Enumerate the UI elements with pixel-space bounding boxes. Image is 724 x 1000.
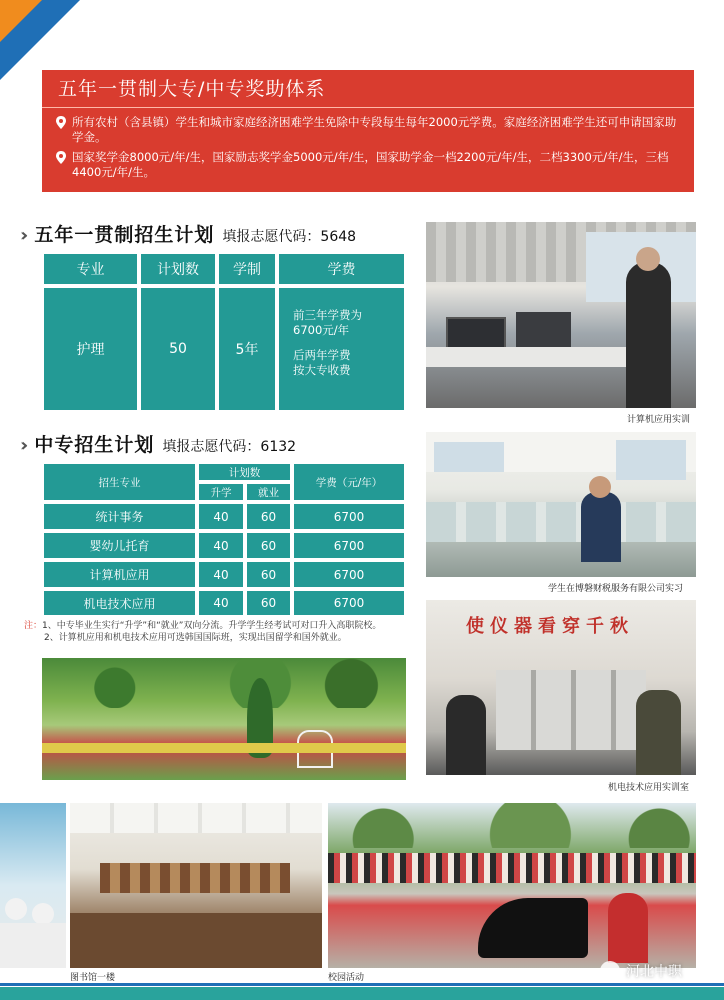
- cell-fee: [277, 286, 406, 412]
- lab-banner: 使仪器看穿千秋: [466, 616, 634, 637]
- nursing-students-photo: [0, 803, 66, 968]
- row-up: 40: [197, 560, 245, 589]
- bottom-stripe-blue: [0, 983, 724, 986]
- row-up: 40: [197, 531, 245, 560]
- row-fee: 6700: [292, 589, 406, 617]
- bottom-stripe-teal: [0, 987, 724, 1000]
- row-major: 统计事务: [42, 502, 197, 531]
- row-job: 60: [245, 560, 292, 589]
- pin-icon: [56, 116, 66, 129]
- fee-line-2: 6700元/年: [293, 323, 350, 337]
- watermark-text: 河北中职: [626, 964, 682, 980]
- caption-finance: 学生在博磐财税服务有限公司实习: [548, 584, 684, 594]
- aid-item-1-text: 所有农村（含县镇）学生和城市家庭经济困难学生免除中专段每生每年2000元学费。家庭经济困难学生还可申请国家助学金。: [72, 115, 677, 144]
- application-code: 填报志愿代码：5648: [222, 229, 357, 245]
- header-fee: 学费（元/年）: [292, 462, 406, 502]
- caption-library: 图书馆一楼: [70, 973, 116, 983]
- fee-line-1: 前三年学费为: [293, 308, 362, 322]
- double-chevron-icon: ››: [20, 225, 23, 246]
- row-job: 60: [245, 531, 292, 560]
- aid-item-2: [56, 150, 686, 180]
- section-heading-secondary: [20, 430, 296, 456]
- header-major: 专业: [42, 252, 139, 286]
- header-job: 就业: [245, 482, 292, 502]
- header-count: 计划数: [197, 462, 292, 482]
- aid-item-1: [56, 115, 686, 145]
- fee-line-4: 按大专收费: [293, 363, 351, 377]
- electromechanical-lab-photo: [426, 600, 696, 775]
- watermark: [600, 960, 682, 982]
- row-major: 婴幼儿托育: [42, 531, 197, 560]
- note-line-1: 1、中专毕业生实行“升学”和“就业”双向分流。升学学生经考试可对口升入高职院校。: [42, 621, 382, 631]
- row-major: 机电技术应用: [42, 589, 197, 617]
- table-note: [24, 620, 414, 644]
- header-fee: 学费: [277, 252, 406, 286]
- header-major: 招生专业: [42, 462, 197, 502]
- row-job: 60: [245, 589, 292, 617]
- library-photo: [70, 803, 322, 968]
- cell-count: 50: [139, 286, 217, 412]
- caption-computer: 计算机应用实训: [627, 415, 691, 425]
- header-years: 学制: [217, 252, 277, 286]
- application-code: 填报志愿代码：6132: [162, 439, 297, 455]
- row-up: 40: [197, 502, 245, 531]
- aid-system-box: [42, 70, 694, 192]
- caption-lab: 机电技术应用实训室: [608, 783, 690, 793]
- secondary-plan-table: [42, 462, 406, 617]
- five-year-plan-table: [42, 252, 406, 412]
- header-up: 升学: [197, 482, 245, 502]
- row-fee: 6700: [292, 531, 406, 560]
- cell-years: 5年: [217, 286, 277, 412]
- row-major: 计算机应用: [42, 560, 197, 589]
- note-line-2: 2、计算机应用和机电技术应用可选韩国国际班，实现出国留学和国外就业。: [44, 633, 347, 643]
- row-up: 40: [197, 589, 245, 617]
- finance-internship-photo: [426, 432, 696, 577]
- cell-major: 护理: [42, 286, 139, 412]
- fee-description: [279, 288, 404, 378]
- row-fee: 6700: [292, 502, 406, 531]
- aid-item-2-text: 国家奖学金8000元/年/生，国家励志奖学金5000元/年/生，国家助学金一档2200元/年/生，二档3300元/年/生，三档4400元/年/生。: [72, 150, 669, 179]
- computer-training-photo: [426, 222, 696, 408]
- wechat-logo-icon: [600, 961, 620, 981]
- aid-title: 五年一贯制大专/中专奖助体系: [42, 70, 694, 108]
- pin-icon: [56, 151, 66, 164]
- double-chevron-icon: ››: [20, 435, 23, 456]
- caption-campus: 校园活动: [328, 973, 365, 983]
- campus-activity-photo: [328, 803, 696, 968]
- section-heading-five-year: [20, 220, 356, 246]
- section-title: 中专招生计划: [34, 434, 155, 456]
- corner-decoration-orange: [0, 0, 42, 42]
- header-count: 计划数: [139, 252, 217, 286]
- section-title: 五年一贯制招生计划: [34, 224, 215, 246]
- row-job: 60: [245, 502, 292, 531]
- note-lead: 注：: [24, 621, 43, 631]
- campus-garden-photo: [42, 658, 406, 780]
- row-fee: 6700: [292, 560, 406, 589]
- fee-line-3: 后两年学费: [293, 348, 351, 362]
